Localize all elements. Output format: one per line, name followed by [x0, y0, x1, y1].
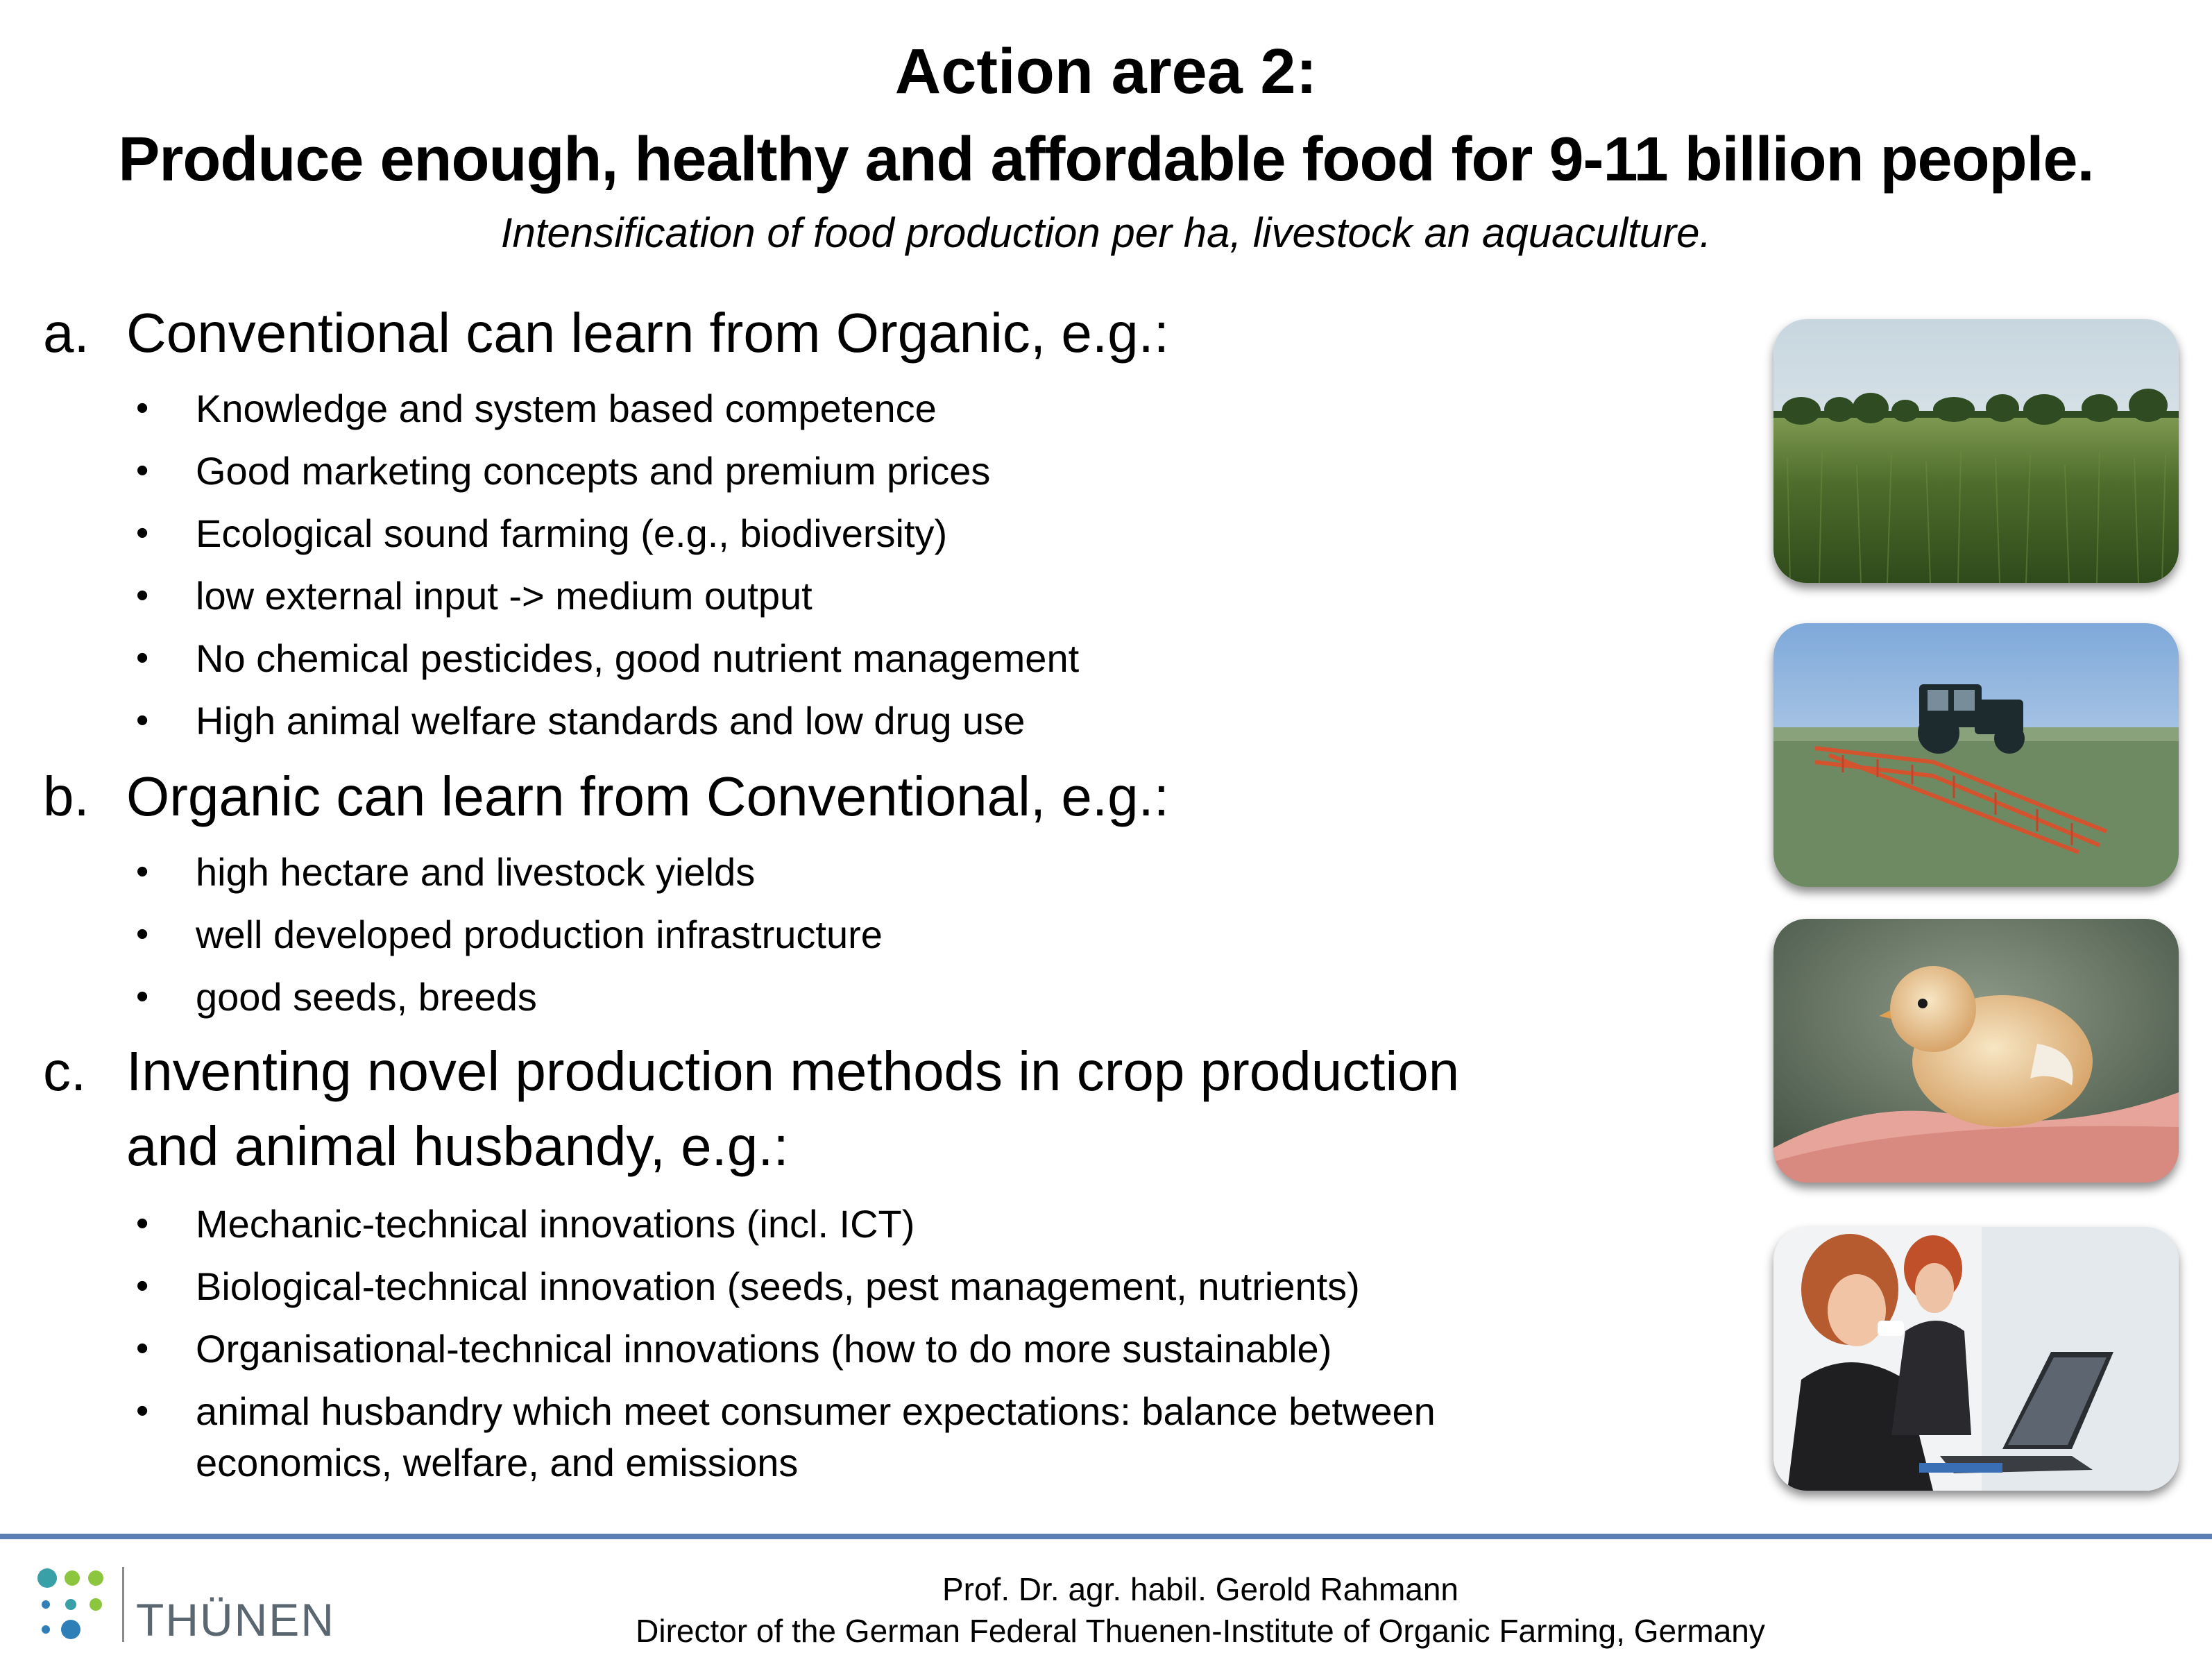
- bullet-icon: •: [136, 1266, 149, 1306]
- thuenen-logo-text: THÜNEN: [136, 1594, 335, 1645]
- bullet-item: Mechanic-technical innovations (incl. ICT): [196, 1202, 915, 1246]
- bullet-icon: •: [136, 976, 149, 1017]
- bullet-item: Ecological sound farming (e.g., biodiversity): [196, 511, 948, 555]
- bullet-item: Good marketing concepts and premium prices: [196, 449, 991, 493]
- bullet-icon: •: [136, 914, 149, 954]
- wheat-field-photo: [1773, 319, 2179, 583]
- bullet-item: Knowledge and system based competence: [196, 387, 937, 430]
- slide-title: Action area 2:: [894, 36, 1318, 107]
- section-a-marker: a.: [43, 302, 90, 364]
- bullet-icon: •: [136, 700, 149, 740]
- bullet-item-line2: economics, welfare, and emissions: [196, 1441, 799, 1484]
- bullet-icon: •: [136, 1328, 149, 1369]
- section-c-heading-line2: and animal husbandy, e.g.:: [126, 1115, 789, 1177]
- bullet-item: well developed production infrastructure: [196, 913, 883, 956]
- section-c-marker: c.: [43, 1040, 87, 1102]
- bullet-icon: •: [136, 852, 149, 892]
- bullet-item: good seeds, breeds: [196, 975, 537, 1019]
- bullet-item: low external input -> medium output: [196, 574, 813, 618]
- bullet-icon: •: [136, 450, 149, 491]
- bullet-item: High animal welfare standards and low drug use: [196, 699, 1026, 743]
- women-tasting-laptop-photo: [1773, 1227, 2179, 1491]
- bullet-item: Biological-technical innovation (seeds, pest management, nutrients): [196, 1264, 1360, 1308]
- bullet-icon: •: [136, 388, 149, 428]
- slide-headline: Produce enough, healthy and affordable food for 9-11 billion people.: [118, 125, 2094, 194]
- footer-author: Prof. Dr. agr. habil. Gerold Rahmann: [942, 1571, 1459, 1607]
- chick-on-hand-photo: [1773, 919, 2179, 1183]
- footer-divider: [0, 1534, 2212, 1539]
- bullet-icon: •: [136, 1391, 149, 1431]
- bullet-item: [196, 1386, 1549, 1489]
- tractor-harrow-photo: [1773, 623, 2179, 887]
- bullet-icon: •: [136, 513, 149, 553]
- bullet-item: high hectare and livestock yields: [196, 850, 756, 894]
- footer-affiliation: Director of the German Federal Thuenen-Institute of Organic Farming, Germany: [636, 1613, 1765, 1649]
- bullet-item: Organisational-technical innovations (how to do more sustainable): [196, 1327, 1332, 1371]
- slide-subtitle: Intensification of food production per ha, livestock an aquaculture.: [500, 210, 1712, 256]
- section-c-heading-line1: Inventing novel production methods in crop production: [126, 1040, 1460, 1102]
- bullet-icon: •: [136, 1203, 149, 1244]
- bullet-item: No chemical pesticides, good nutrient management: [196, 636, 1080, 680]
- bullet-icon: •: [136, 638, 149, 678]
- bullet-item-line1: animal husbandry which meet consumer expectations: balance between: [196, 1389, 1436, 1433]
- section-b-marker: b.: [43, 765, 90, 827]
- bullet-icon: •: [136, 575, 149, 616]
- section-a-heading: Conventional can learn from Organic, e.g.:: [126, 302, 1170, 364]
- section-b-heading: Organic can learn from Conventional, e.g.:: [126, 765, 1170, 827]
